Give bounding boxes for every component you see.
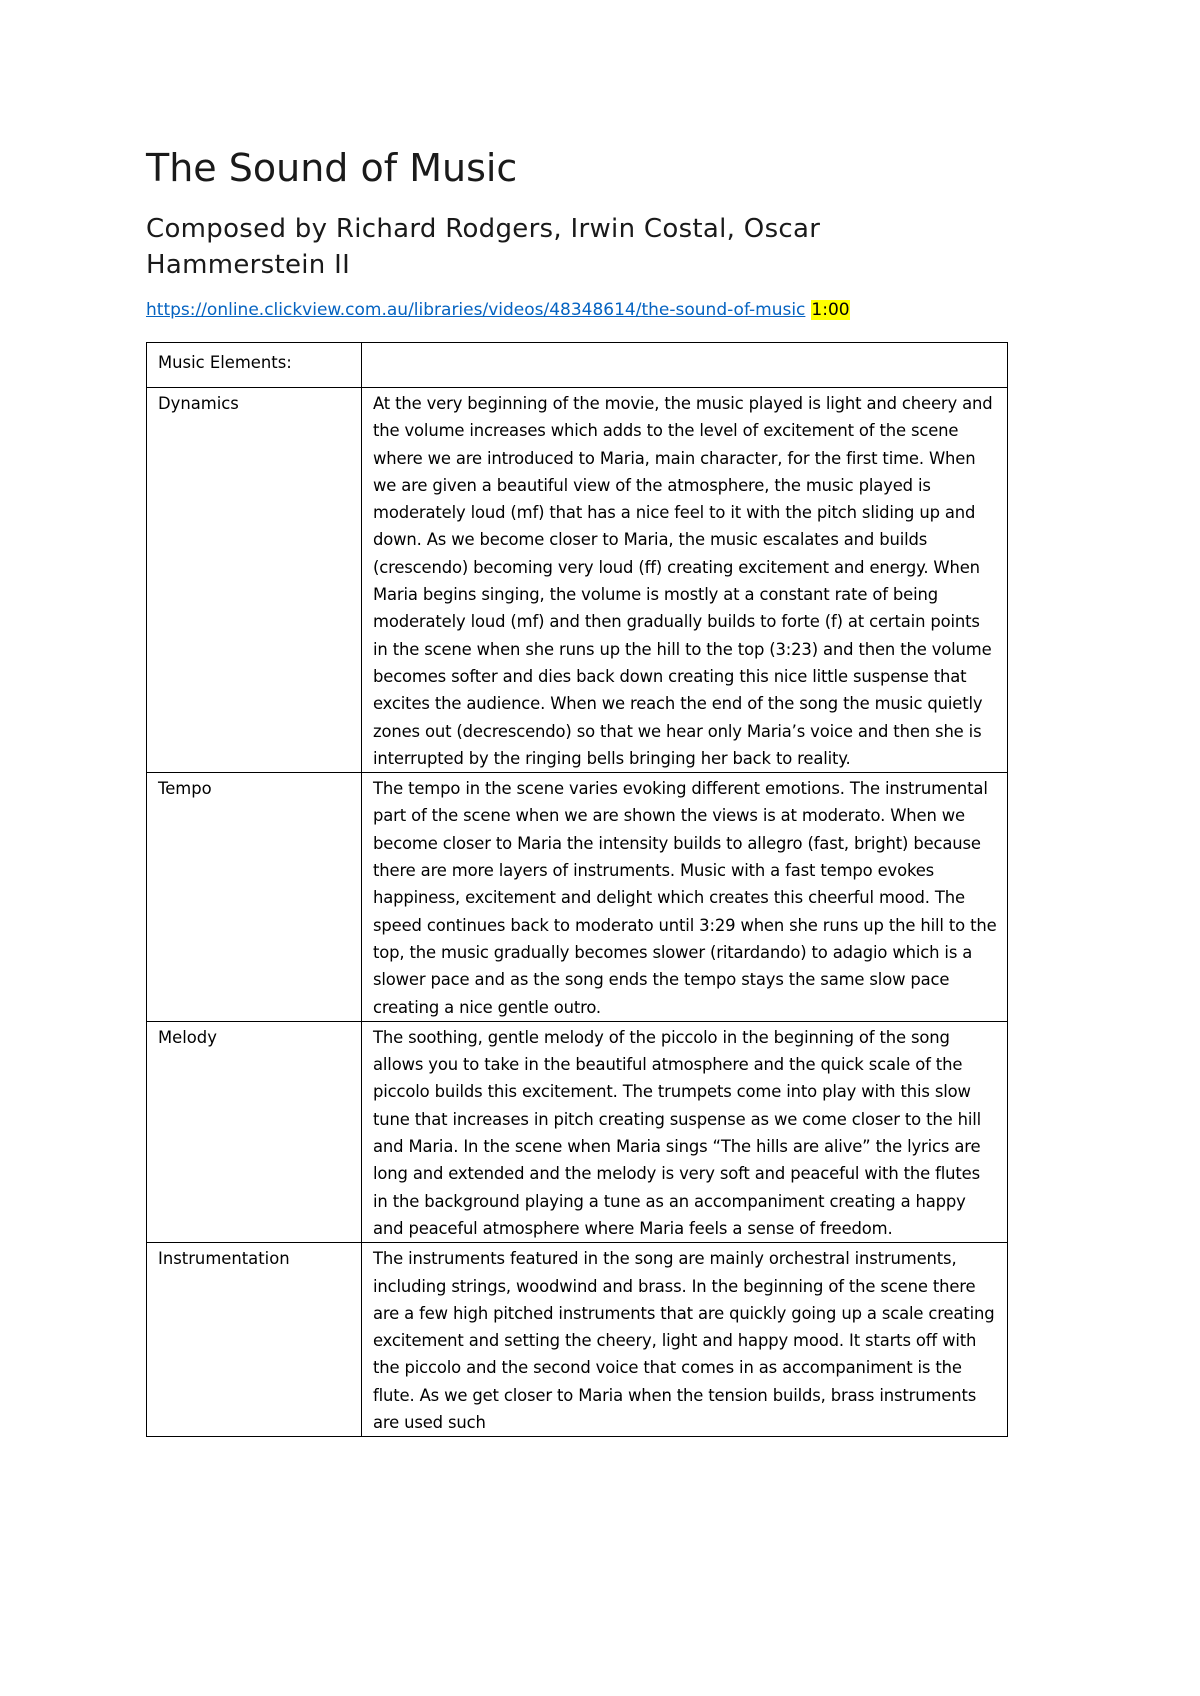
element-name-cell: Melody bbox=[147, 1021, 362, 1242]
video-link[interactable]: https://online.clickview.com.au/libraries/videos/48348614/the-sound-of-music bbox=[146, 300, 806, 320]
element-name-cell: Dynamics bbox=[147, 388, 362, 773]
table-row bbox=[147, 1243, 1008, 1437]
composer-subtitle: Composed by Richard Rodgers, Irwin Costal, Oscar Hammerstein II bbox=[146, 214, 821, 280]
element-description-cell: The soothing, gentle melody of the piccolo in the beginning of the song allows you to take in the beautiful atmosphere and the quick scale of the piccolo builds this excitement. The trumpets come into play with this slow tune that increases in pitch creating suspense as we come closer to the hill and Maria. In the scene when Maria sings “The hills are alive” the lyrics are long and extended and the melody is very soft and peaceful with the flutes in the background playing a tune as an accompaniment creating a happy and peaceful atmosphere where Maria feels a sense of freedom. bbox=[362, 1021, 1008, 1242]
music-elements-table bbox=[146, 342, 1008, 1437]
element-name-cell: Tempo bbox=[147, 773, 362, 1022]
table-row bbox=[147, 1021, 1008, 1242]
element-description-cell: The instruments featured in the song are mainly orchestral instruments, including strings, woodwind and brass. In the beginning of the scene there are a few high pitched instruments that are quickly going up a scale creating excitement and setting the cheery, light and happy mood. It starts off with the piccolo and the second voice that comes in as accompaniment is the flute. As we get closer to Maria when the tension builds, brass instruments are used such bbox=[362, 1243, 1008, 1437]
element-name-cell: Instrumentation bbox=[147, 1243, 362, 1437]
header-cell-elements: Music Elements: bbox=[147, 343, 362, 388]
header-cell-empty bbox=[362, 343, 1008, 388]
table-row bbox=[147, 388, 1008, 773]
table-row bbox=[147, 773, 1008, 1022]
video-link-line bbox=[146, 297, 850, 323]
element-description-cell: The tempo in the scene varies evoking different emotions. The instrumental part of the scene when we are shown the views is at moderato. When we become closer to Maria the intensity builds to allegro (fast, bright) because there are more layers of instruments. Music with a fast tempo evokes happiness, excitement and delight which creates this cheerful mood. The speed continues back to moderato until 3:29 when she runs up the hill to the top, the music gradually becomes slower (ritardando) to adagio which is a slower pace and as the song ends the tempo stays the same slow pace creating a nice gentle outro. bbox=[362, 773, 1008, 1022]
table-header-row bbox=[147, 343, 1008, 388]
page-title: The Sound of Music bbox=[146, 146, 518, 190]
element-description-cell: At the very beginning of the movie, the music played is light and cheery and the volume increases which adds to the level of excitement of the scene where we are introduced to Maria, main character, for the first time. When we are given a beautiful view of the atmosphere, the music played is moderately loud (mf) that has a nice feel to it with the pitch sliding up and down. As we become closer to Maria, the music escalates and builds (crescendo) becoming very loud (ff) creating excitement and energy. When Maria begins singing, the volume is mostly at a constant rate of being moderately loud (mf) and then gradually builds to forte (f) at certain points in the scene when she runs up the hill to the top (3:23) and then the volume becomes softer and dies back down creating this nice little suspense that excites the audience. When we reach the end of the song the music quietly zones out (decrescendo) so that we hear only Maria’s voice and then she is interrupted by the ringing bells bringing her back to reality. bbox=[362, 388, 1008, 773]
timestamp-highlight: 1:00 bbox=[811, 300, 850, 320]
